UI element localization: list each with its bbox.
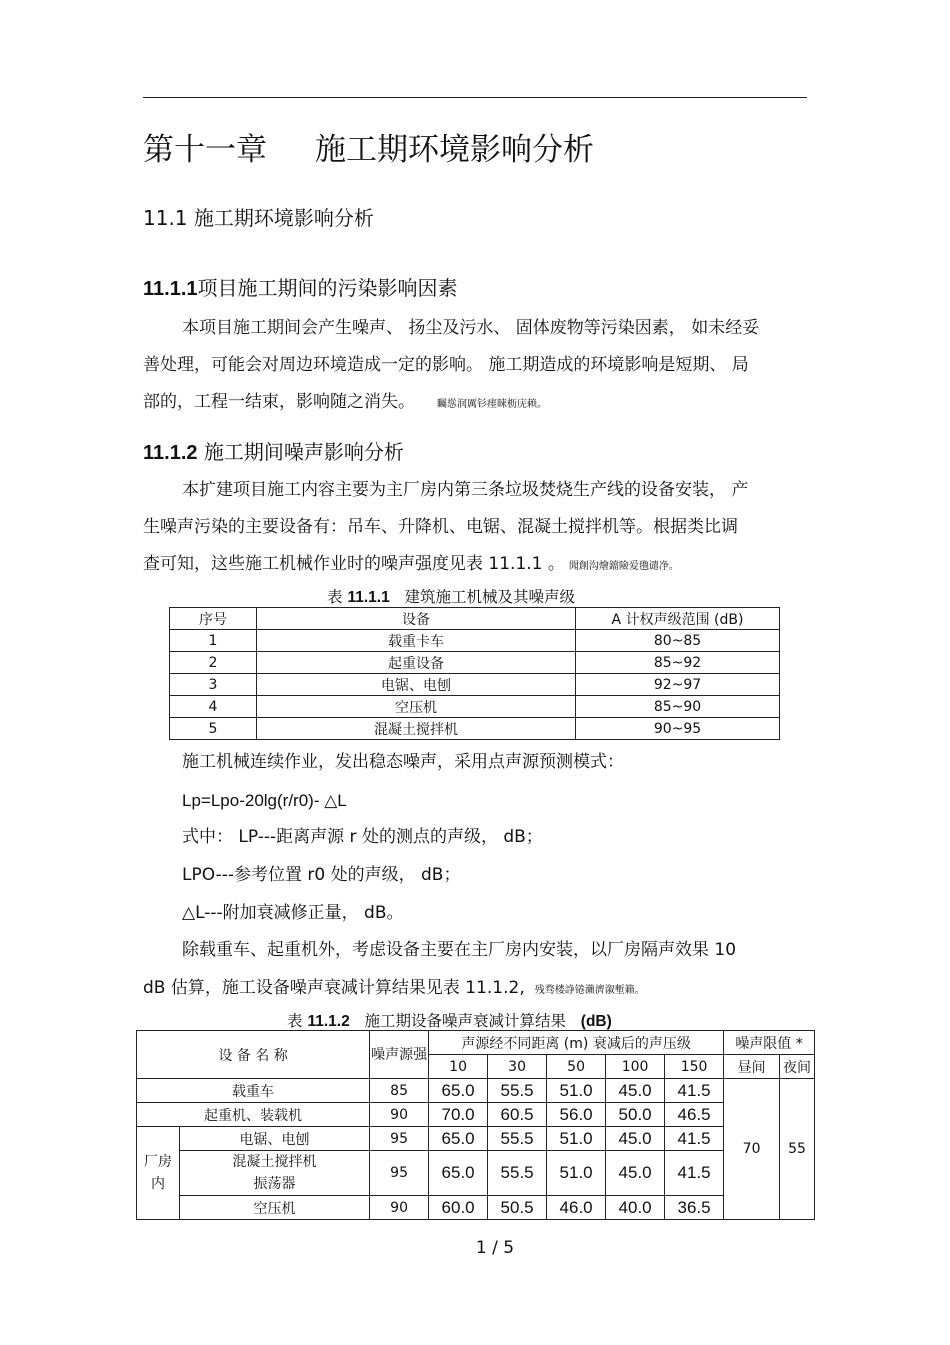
value-cell: 45.0 — [606, 1151, 665, 1196]
value-cell: 55.5 — [488, 1079, 547, 1103]
caption-prefix: 表 — [287, 1012, 303, 1030]
page-number: 1 / 5 — [475, 1238, 515, 1258]
subsection-title: 施工期间噪声影响分析 — [203, 440, 404, 464]
value-cell: 55.5 — [488, 1127, 547, 1151]
subsection-number: 11.1.2 — [143, 442, 198, 464]
value-cell: 41.5 — [665, 1151, 724, 1196]
chapter-number: 第十一章 — [143, 132, 267, 168]
source-level: 90 — [370, 1103, 429, 1127]
table-row — [170, 652, 780, 674]
chapter-title: 施工期环境影响分析 — [315, 132, 594, 168]
paragraph-line: 本扩建项目施工内容主要为主厂房内第三条垃圾焚烧生产线的设备安装， 产 — [182, 480, 749, 500]
subsection-heading-1 — [143, 272, 458, 301]
table-row — [137, 1196, 815, 1220]
value-cell: 41.5 — [665, 1079, 724, 1103]
table-header-row — [137, 1031, 815, 1055]
table-cell: 起重设备 — [257, 652, 576, 674]
value-cell: 50.5 — [488, 1196, 547, 1220]
table-cell: 90~95 — [576, 718, 780, 740]
distance-cell: 150 — [665, 1055, 724, 1079]
caption-title: 建筑施工机械及其噪声级 — [404, 588, 575, 606]
device-name — [180, 1151, 370, 1196]
header-cell: 设备 — [257, 608, 576, 630]
table-row — [137, 1151, 815, 1196]
body-text: dB 估算，施工设备噪声衰减计算结果见表 11.1.2, — [143, 978, 525, 998]
noise-text: 矚慫润厲钐瘗睞枥庑赖。 — [437, 399, 547, 410]
distance-cell: 100 — [606, 1055, 665, 1079]
value-cell: 56.0 — [547, 1103, 606, 1127]
source-level: 95 — [370, 1151, 429, 1196]
value-cell: 40.0 — [606, 1196, 665, 1220]
table-row — [170, 718, 780, 740]
limit-night: 55 — [780, 1079, 815, 1220]
distance-cell: 30 — [488, 1055, 547, 1079]
value-cell: 70.0 — [429, 1103, 488, 1127]
value-cell: 45.0 — [606, 1079, 665, 1103]
chapter-heading — [143, 124, 594, 169]
value-cell: 51.0 — [547, 1079, 606, 1103]
table-cell: 4 — [170, 696, 257, 718]
group-label: 厂房内 — [137, 1127, 180, 1220]
table-row — [170, 630, 780, 652]
header-cell: A 计权声级范围 (dB) — [576, 608, 780, 630]
table-cell: 5 — [170, 718, 257, 740]
table-row — [170, 674, 780, 696]
device-name-line: 混凝土搅拌机 — [232, 1154, 317, 1170]
header-device: 设 备 名 称 — [137, 1031, 370, 1079]
header-distance: 声源经不同距离 (m) 衰减后的声压级 — [429, 1031, 724, 1055]
table-caption-2 — [287, 1009, 612, 1031]
header-limit: 噪声限值 * — [724, 1031, 815, 1055]
device-name-line: 振荡器 — [253, 1176, 296, 1192]
value-cell: 46.0 — [547, 1196, 606, 1220]
day-header: 昼间 — [724, 1055, 780, 1079]
value-cell: 60.0 — [429, 1196, 488, 1220]
table-row — [137, 1127, 815, 1151]
body-line: 施工机械连续作业，发出稳态噪声，采用点声源预测模式： — [182, 752, 624, 772]
caption-number: 11.1.2 — [307, 1013, 350, 1030]
header-source: 噪声源强 — [370, 1031, 429, 1079]
caption-prefix: 表 — [327, 588, 343, 606]
table-cell: 92~97 — [576, 674, 780, 696]
paragraph-line: 善处理，可能会对周边环境造成一定的影响。 施工期造成的环境影响是短期、 局 — [143, 355, 749, 375]
night-header: 夜间 — [780, 1055, 815, 1079]
value-cell: 65.0 — [429, 1079, 488, 1103]
device-name: 起重机、装载机 — [137, 1103, 370, 1127]
paragraph-line: 生噪声污染的主要设备有：吊车、升降机、电锯、混凝土搅拌机等。根据类比调 — [143, 517, 738, 537]
subsection-heading-2 — [143, 436, 404, 465]
value-cell: 51.0 — [547, 1127, 606, 1151]
value-cell: 55.5 — [488, 1151, 547, 1196]
subsection-title: 项目施工期间的污染影响因素 — [197, 276, 458, 300]
header-cell: 序号 — [170, 608, 257, 630]
distance-cell: 10 — [429, 1055, 488, 1079]
table-caption-1 — [327, 585, 575, 607]
limit-day: 70 — [724, 1079, 780, 1220]
paragraph-text: 查可知，这些施工机械作业时的噪声强度见表 11.1.1 。 — [143, 554, 565, 574]
noise-attenuation-table — [136, 1030, 815, 1220]
value-cell: 65.0 — [429, 1127, 488, 1151]
value-cell: 51.0 — [547, 1151, 606, 1196]
paragraph-line — [143, 554, 679, 577]
body-line: 式中： LP---距离声源 r 处的测点的声级， dB； — [182, 827, 543, 847]
paragraph-line — [143, 392, 547, 415]
table-cell: 85~92 — [576, 652, 780, 674]
paragraph-line: 本项目施工期间会产生噪声、 扬尘及污水、 固体废物等污染因素， 如未经妥 — [182, 318, 760, 338]
body-line: △L---附加衰减修正量， dB。 — [182, 903, 404, 923]
caption-number: 11.1.1 — [347, 589, 390, 606]
device-name: 空压机 — [180, 1196, 370, 1220]
value-cell: 50.0 — [606, 1103, 665, 1127]
table-cell: 1 — [170, 630, 257, 652]
value-cell: 46.5 — [665, 1103, 724, 1127]
distance-cell: 50 — [547, 1055, 606, 1079]
body-line: LPO---参考位置 r0 处的声级， dB； — [182, 865, 461, 885]
table-row — [137, 1103, 815, 1127]
header-rule — [143, 97, 807, 98]
value-cell: 60.5 — [488, 1103, 547, 1127]
table-cell: 载重卡车 — [257, 630, 576, 652]
paragraph-text: 部的，工程一结束，影响随之消失。 — [143, 392, 415, 412]
caption-title: 施工期设备噪声衰减计算结果 — [364, 1012, 566, 1030]
caption-unit: (dB) — [580, 1013, 612, 1030]
device-name: 电锯、电刨 — [180, 1127, 370, 1151]
device-name: 载重车 — [137, 1079, 370, 1103]
table-cell: 电锯、电刨 — [257, 674, 576, 696]
subsection-number: 11.1.1 — [143, 278, 198, 300]
body-line — [143, 978, 645, 1001]
value-cell: 65.0 — [429, 1151, 488, 1196]
table-cell: 85~90 — [576, 696, 780, 718]
noise-text: 残骛楼諍锩瀨濟溆塹籟。 — [534, 985, 645, 996]
body-line: 除载重车、起重机外，考虑设备主要在主厂房内安装，以厂房隔声效果 10 — [182, 940, 737, 960]
source-level: 85 — [370, 1079, 429, 1103]
noise-level-table — [169, 607, 780, 740]
table-row — [137, 1079, 815, 1103]
value-cell: 41.5 — [665, 1127, 724, 1151]
source-level: 90 — [370, 1196, 429, 1220]
table-row — [170, 696, 780, 718]
formula: Lp=Lpo-20lg(r/r0)- △L — [182, 791, 347, 810]
table-cell: 80~85 — [576, 630, 780, 652]
table-cell: 3 — [170, 674, 257, 696]
section-heading: 11.1 施工期环境影响分析 — [143, 206, 374, 230]
table-cell: 混凝土搅拌机 — [257, 718, 576, 740]
value-cell: 36.5 — [665, 1196, 724, 1220]
value-cell: 45.0 — [606, 1127, 665, 1151]
noise-text: 聞創沟燴鐺險爱氇谴净。 — [568, 561, 679, 572]
table-cell: 空压机 — [257, 696, 576, 718]
table-header-row — [170, 608, 780, 630]
source-level: 95 — [370, 1127, 429, 1151]
table-cell: 2 — [170, 652, 257, 674]
